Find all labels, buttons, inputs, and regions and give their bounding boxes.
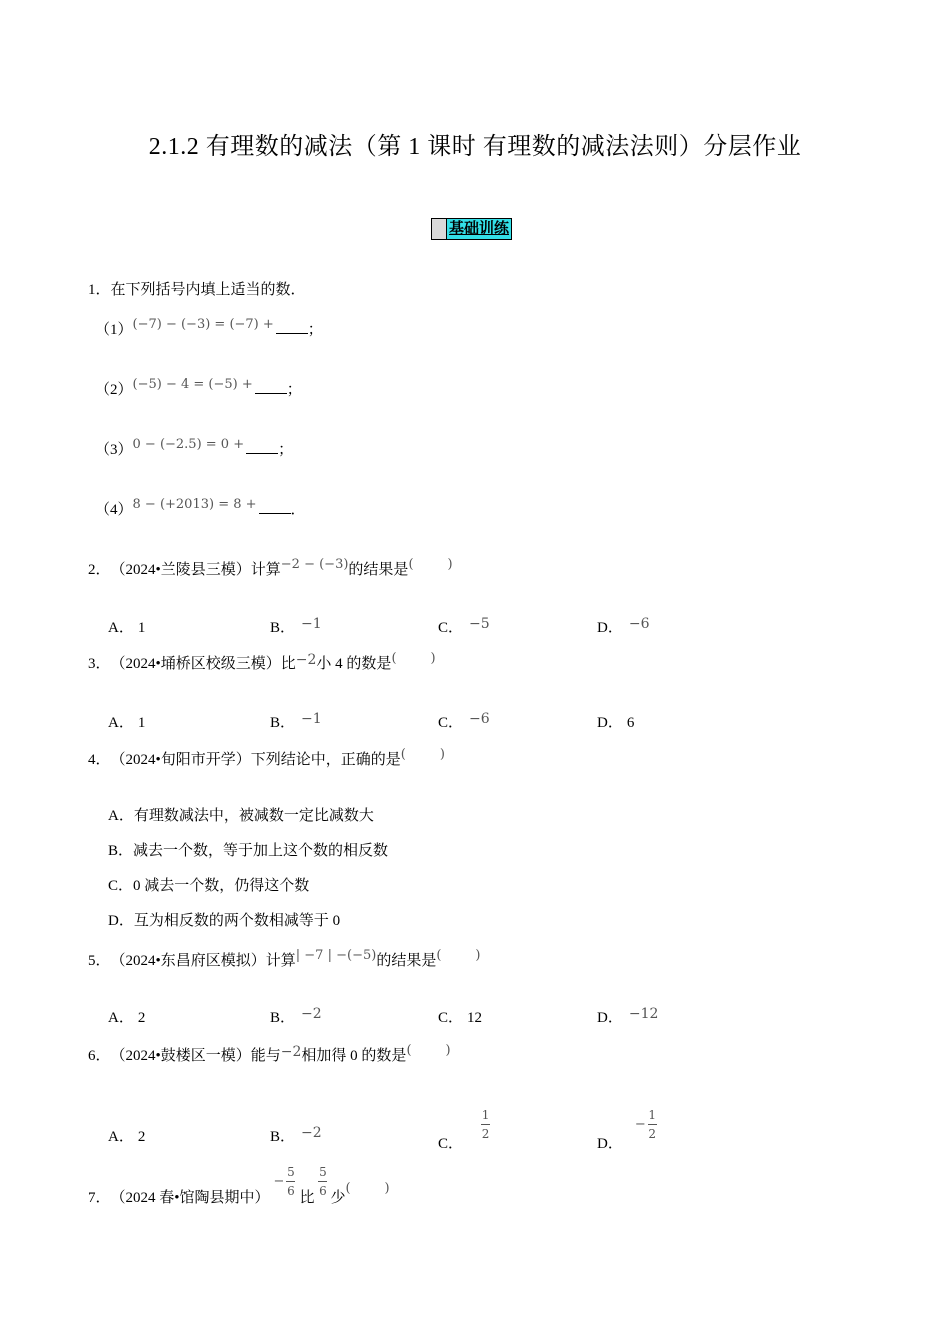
- answer-blank[interactable]: [255, 379, 287, 394]
- item-punctuation: ；: [278, 442, 294, 458]
- item-label: （1）: [95, 322, 133, 338]
- answer-parentheses[interactable]: ( ): [391, 651, 436, 666]
- question-tail: 的结果是: [348, 562, 409, 578]
- question-6-option-a[interactable]: A． 2: [108, 1129, 146, 1145]
- math-expression: 0 − (−2.5) = 0 +: [132, 437, 245, 452]
- item-punctuation: ．: [290, 502, 306, 518]
- question-5-stem: [88, 949, 480, 970]
- item-punctuation: ；: [307, 322, 323, 338]
- question-2-option-d[interactable]: D． −6: [597, 616, 650, 636]
- option-value: 1: [137, 620, 146, 636]
- question-5-option-b[interactable]: B． −2: [270, 1006, 322, 1026]
- math-expression: (−5) − 4 = (−5) +: [132, 377, 253, 392]
- math-expression: −2: [280, 1044, 302, 1060]
- question-1-item-3: [95, 438, 293, 459]
- question-5-option-c[interactable]: C． 12: [438, 1010, 483, 1026]
- question-6-option-d[interactable]: D． − $\frac{1}{2}$: [597, 1108, 657, 1152]
- question-source: （2024•兰陵县三模）计算: [110, 562, 281, 578]
- option-value: 2: [137, 1010, 146, 1026]
- question-6-stem: [88, 1044, 451, 1065]
- option-value: 2: [137, 1129, 146, 1145]
- fraction: $\frac{5}{6}$: [287, 1165, 295, 1198]
- answer-blank[interactable]: [259, 499, 291, 514]
- question-number: 5．: [88, 953, 111, 969]
- question-source: （2024•东昌府区模拟）计算: [110, 953, 296, 969]
- answer-parentheses[interactable]: ( ): [408, 557, 453, 572]
- answer-parentheses[interactable]: ( ): [400, 747, 445, 762]
- question-3-option-d[interactable]: D． 6: [597, 715, 635, 731]
- question-source: （2024•埇桥区校级三模）比: [110, 656, 296, 672]
- answer-parentheses[interactable]: ( ): [436, 948, 481, 963]
- question-3-option-b[interactable]: B． −1: [270, 711, 322, 731]
- fraction: $\frac{1}{2}$: [648, 1108, 657, 1141]
- fraction: $\frac{1}{2}$: [481, 1108, 490, 1141]
- question-6-option-b[interactable]: B． −2: [270, 1125, 322, 1145]
- page-title: 2.1.2 有理数的减法（第 1 课时 有理数的减法法则）分层作业: [148, 134, 802, 160]
- negative-sign: −: [273, 1174, 285, 1189]
- negative-sign: −: [634, 1117, 646, 1132]
- option-value: −5: [469, 616, 490, 632]
- question-4-stem: [88, 748, 445, 769]
- question-4-option-d[interactable]: D．互为相反数的两个数相减等于 0: [108, 913, 341, 929]
- question-number: 6．: [88, 1048, 111, 1064]
- math-expression: (−7) − (−3) = (−7) +: [132, 317, 274, 332]
- option-value: −6: [469, 711, 490, 727]
- question-tail: 小 4 的数是: [316, 656, 392, 672]
- section-label-text: 基础训练: [449, 221, 510, 237]
- question-source: （2024•旬阳市开学）下列结论中，正确的是: [110, 752, 401, 768]
- option-value: −2: [301, 1006, 322, 1022]
- item-punctuation: ；: [286, 382, 302, 398]
- math-expression: −2 − (−3): [280, 557, 349, 572]
- question-4-option-a[interactable]: A．有理数减法中，被减数一定比减数大: [108, 808, 374, 824]
- answer-parentheses[interactable]: ( ): [406, 1043, 451, 1058]
- question-2-option-b[interactable]: B． −1: [270, 616, 322, 636]
- answer-blank[interactable]: [246, 439, 278, 454]
- question-1-stem: [88, 278, 306, 299]
- fraction: $\frac{5}{6}$: [319, 1165, 327, 1198]
- question-2-option-c[interactable]: C． −5: [438, 616, 490, 636]
- question-number: 2．: [88, 562, 111, 578]
- question-6-option-c[interactable]: C． $\frac{1}{2}$: [438, 1108, 490, 1152]
- option-value: 6: [626, 715, 635, 731]
- question-5-option-a[interactable]: A． 2: [108, 1010, 146, 1026]
- math-expression: | −7 | −(−5): [295, 948, 377, 963]
- option-value: −12: [628, 1006, 659, 1022]
- question-stem-text: 1．在下列括号内填上适当的数．: [88, 282, 306, 298]
- question-number: 4．: [88, 752, 111, 768]
- question-2-option-a[interactable]: A． 1: [108, 620, 146, 636]
- question-1-item-1: [95, 318, 323, 339]
- question-tail: 相加得 0 的数是: [301, 1048, 407, 1064]
- option-value: −6: [628, 616, 650, 632]
- question-number: 7．: [88, 1190, 111, 1206]
- question-4-option-c[interactable]: C．0 减去一个数，仍得这个数: [108, 878, 310, 894]
- question-source: （2024•鼓楼区一模）能与: [110, 1048, 281, 1064]
- math-expression: 8 − (+2013) = 8 +: [132, 497, 257, 512]
- question-tail: 的结果是: [376, 953, 437, 969]
- item-label: （4）: [95, 502, 133, 518]
- question-1-item-2: [95, 378, 302, 399]
- option-value: 12: [467, 1010, 483, 1026]
- question-3-stem: [88, 652, 436, 673]
- question-2-stem: [88, 558, 453, 579]
- question-source: （2024 春•馆陶县期中）: [110, 1190, 270, 1206]
- option-value: 1: [137, 715, 146, 731]
- question-3-option-a[interactable]: A． 1: [108, 715, 146, 731]
- option-value: −1: [301, 616, 322, 632]
- answer-blank[interactable]: [276, 319, 308, 334]
- math-expression: −2: [295, 652, 317, 668]
- question-number: 3．: [88, 656, 111, 672]
- question-7-stem: [88, 1156, 390, 1207]
- question-5-option-d[interactable]: D． −12: [597, 1006, 659, 1026]
- question-text: 比: [299, 1190, 315, 1206]
- question-1-item-4: [95, 498, 306, 519]
- question-4-option-b[interactable]: B．减去一个数，等于加上这个数的相反数: [108, 843, 389, 859]
- question-3-option-c[interactable]: C． −6: [438, 711, 490, 731]
- item-label: （3）: [95, 442, 133, 458]
- question-tail: 少: [330, 1190, 346, 1206]
- answer-parentheses[interactable]: ( ): [345, 1181, 390, 1196]
- section-label-box: [432, 219, 447, 239]
- option-value: −1: [301, 711, 322, 727]
- item-label: （2）: [95, 382, 133, 398]
- section-label: [431, 218, 512, 240]
- option-value: −2: [301, 1125, 322, 1141]
